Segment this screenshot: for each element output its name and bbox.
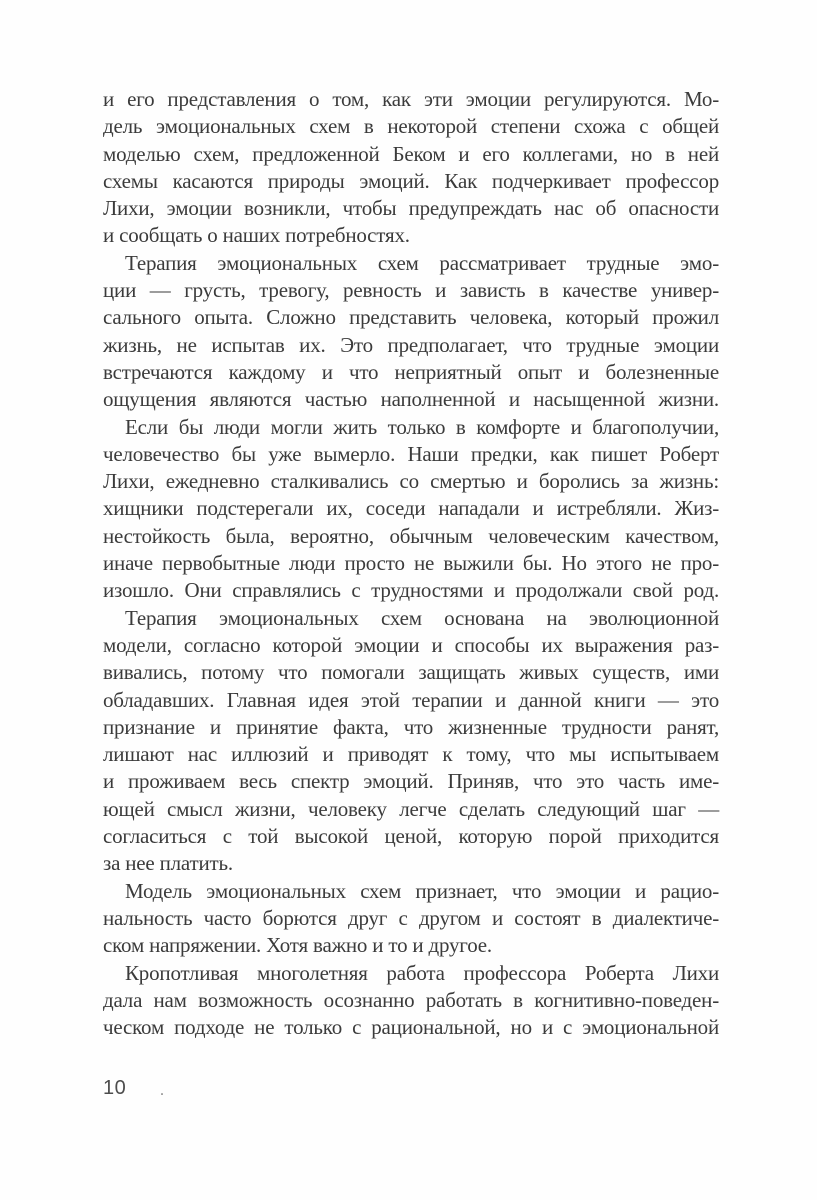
- text-line: жизнь, не испытав их. Это предполагает, что трудные эмоции: [103, 332, 719, 357]
- text-line: и его представления о том, как эти эмоции регулируются. Мо-: [103, 87, 719, 111]
- text-line: дель эмоциональных схем в некоторой степени схожа с общей: [103, 114, 719, 139]
- paragraph: [103, 960, 719, 1042]
- text-line: ощущения являются частью наполненной и насыщенной жизни.: [103, 387, 719, 412]
- paragraph: [103, 86, 719, 250]
- text-line: Лихи, ежедневно сталкивались со смертью и боролись за жизнь:: [103, 469, 719, 494]
- text-line: и проживаем весь спектр эмоций. Приняв, что это часть име-: [103, 769, 719, 794]
- text-line: встречаются каждому и что неприятный опыт и болезненные: [103, 359, 719, 384]
- text-line: ческом подходе не только с рациональной, но и с эмоциональной: [103, 1015, 719, 1040]
- text-line: вивались, потому что помогали защищать живых существ, ими: [103, 660, 719, 685]
- text-line: нестойкость была, вероятно, обычным человеческим качеством,: [103, 523, 719, 548]
- text-line: Терапия эмоциональных схем рассматривает трудные эмо-: [125, 250, 719, 275]
- text-line: дала нам возможность осознанно работать в когнитивно-поведен-: [103, 987, 719, 1012]
- paragraph: [103, 250, 719, 414]
- text-line: моделью схем, предложенной Беком и его коллегами, но в ней: [103, 141, 719, 166]
- text-line: Кропотливая многолетняя работа профессора Роберта Лихи: [125, 960, 719, 985]
- page-number: 10: [103, 1077, 127, 1099]
- text-line: признание и принятие факта, что жизненные трудности ранят,: [103, 714, 719, 739]
- text-line: ции — грусть, тревогу, ревность и зависть в качестве универ-: [103, 278, 719, 303]
- text-line: изошло. Они справлялись с трудностями и продолжали свой род.: [103, 578, 719, 603]
- text-line: обладавших. Главная идея этой терапии и данной книги — это: [103, 687, 719, 712]
- paragraph: [103, 878, 719, 960]
- text-line: нальность часто борются друг с другом и состоят в диалектиче-: [103, 905, 719, 930]
- text-line: Если бы люди могли жить только в комфорте и благополучии,: [125, 414, 719, 439]
- text-line: Лихи, эмоции возникли, чтобы предупреждать нас об опасности: [103, 196, 719, 221]
- paragraph: [103, 605, 719, 878]
- text-line: за нее платить.: [103, 851, 233, 876]
- text-line: сального опыта. Сложно представить человека, который прожил: [103, 305, 719, 330]
- text-line: ском напряжении. Хотя важно и то и другое.: [103, 933, 492, 958]
- stray-dot: .: [160, 1082, 164, 1099]
- text-line: лишают нас иллюзий и приводят к тому, что мы испытываем: [103, 742, 719, 767]
- text-line: согласиться с той высокой ценой, которую порой приходится: [103, 824, 719, 849]
- text-line: модели, согласно которой эмоции и способы их выражения раз-: [103, 632, 719, 657]
- text-line: человечество бы уже вымерло. Наши предки, как пишет Роберт: [103, 441, 719, 466]
- text-line: Терапия эмоциональных схем основана на эволюционной: [125, 605, 719, 630]
- paragraph: [103, 414, 719, 605]
- text-line: и сообщать о наших потребностях.: [103, 223, 410, 248]
- text-line: Модель эмоциональных схем признает, что эмоции и рацио-: [125, 878, 719, 903]
- text-line: хищники подстерегали их, соседи нападали и истребляли. Жиз-: [103, 496, 719, 521]
- text-line: иначе первобытные люди просто не выжили бы. Но этого не про-: [103, 551, 719, 576]
- text-line: схемы касаются природы эмоций. Как подчеркивает профессор: [103, 168, 719, 193]
- text-line: ющей смысл жизни, человеку легче сделать следующий шаг —: [103, 796, 719, 821]
- page-text: [103, 86, 719, 1041]
